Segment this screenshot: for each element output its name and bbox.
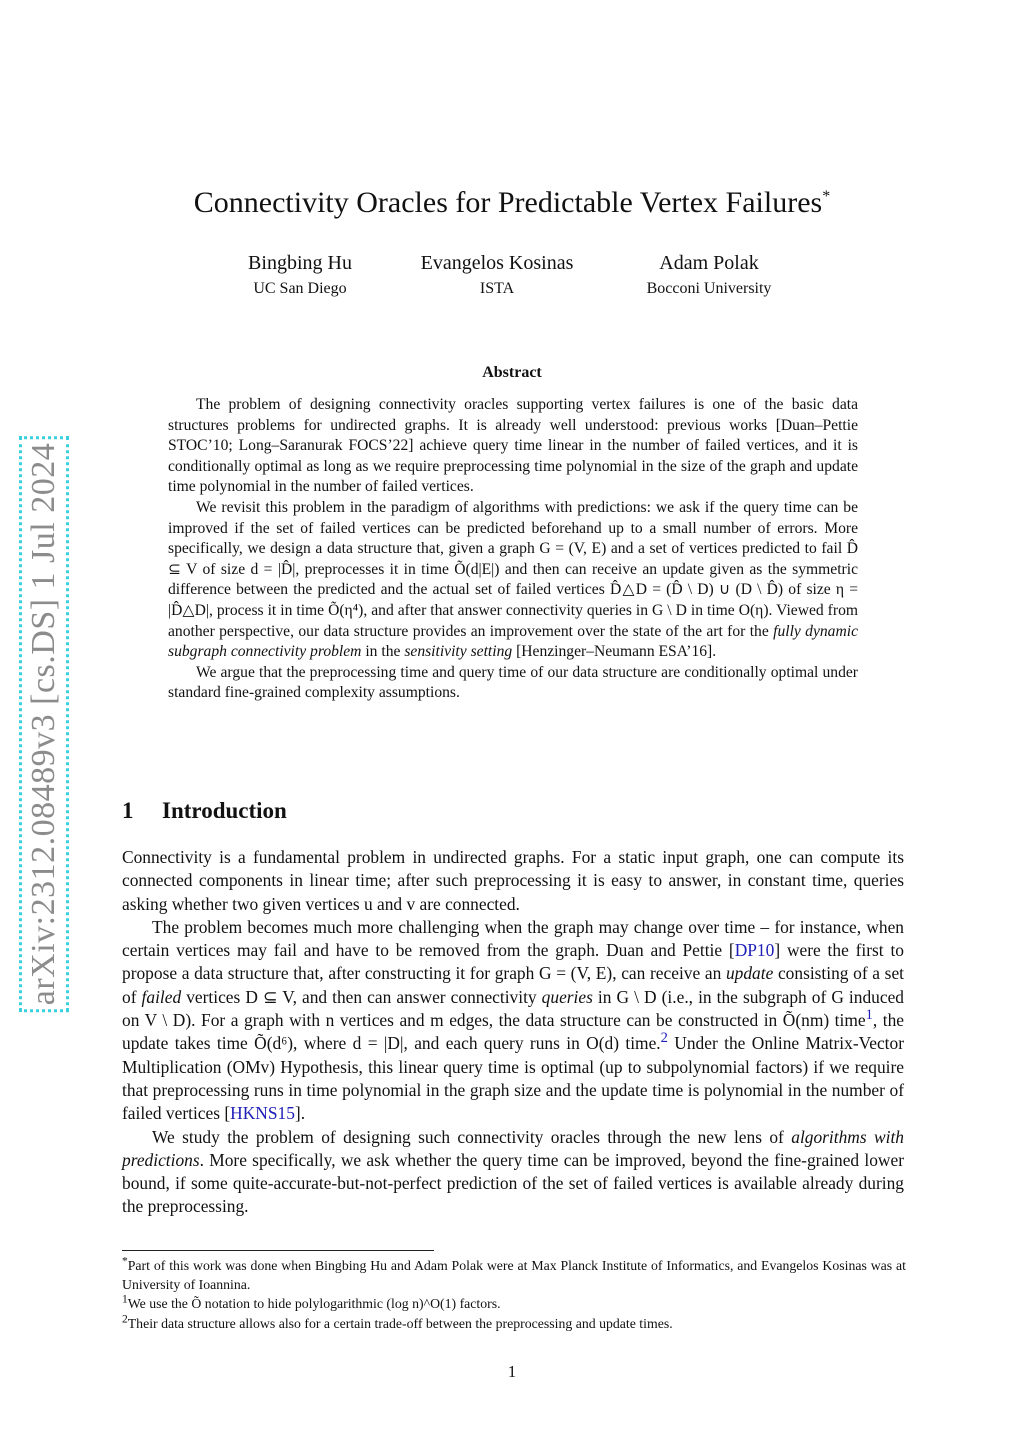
footnote-text: We use the Õ notation to hide polylogarithmic (log n)^O(1) factors.	[127, 1296, 501, 1312]
footnote-2	[122, 1314, 906, 1333]
author-3	[589, 250, 829, 300]
author-2	[377, 250, 617, 300]
intro-paragraph-2	[122, 916, 904, 1126]
footnote-divider	[122, 1250, 434, 1251]
footnote-star	[122, 1256, 906, 1294]
paper-title	[0, 186, 1024, 220]
intro-emphasis: queries	[541, 986, 593, 1007]
footnote-mark: 1	[122, 1293, 128, 1306]
footnotes	[122, 1256, 906, 1333]
author-name: Bingbing Hu	[248, 252, 352, 274]
footnote-link-1[interactable]: 1	[865, 1007, 873, 1024]
section-number: 1	[122, 798, 134, 823]
intro-text: vertices D ⊆ V, and then can answer connectivity	[181, 986, 542, 1007]
footnote-text: Part of this work was done when Bingbing Hu and Adam Polak were at Max Planck Institute of Informatics, and Evangelos Kosinas was at University of Ioannina.	[122, 1258, 906, 1293]
section-title: Introduction	[162, 798, 287, 823]
footnote-mark: *	[122, 1255, 128, 1268]
intro-text: We study the problem of designing such connectivity oracles through the new lens of	[152, 1126, 792, 1147]
abstract-emphasis: fully dynamic subgraph connectivity problem	[168, 622, 858, 661]
abstract-text: [Henzinger–Neumann ESA’16].	[512, 643, 717, 661]
author-affiliation: ISTA	[479, 280, 515, 297]
page-number: 1	[507, 1362, 517, 1381]
section-heading-introduction	[122, 798, 287, 824]
intro-text: The problem becomes much more challenging when the graph may change over time – for instance, when certain vertices may fail and have to be removed from the graph. Duan and Pettie [	[122, 916, 904, 961]
intro-text: ].	[294, 1103, 306, 1124]
abstract-paragraph-2	[168, 498, 858, 663]
intro-text: . More specifically, we ask whether the query time can be improved, beyond the fine-grained lower bound, if some quite-accurate-but-not-perfect prediction of the set of failed vertices is available already during the preprocessing.	[122, 1149, 904, 1217]
intro-paragraph-1: Connectivity is a fundamental problem in undirected graphs. For a static input graph, one can compute its connected components in linear time; after such preprocessing it is easy to answer, in constant time, queries asking whether two given vertices u and v are connected.	[122, 847, 904, 914]
intro-emphasis: update	[725, 963, 774, 984]
author-affiliation: Bocconi University	[646, 280, 772, 297]
intro-text: , the update takes time Õ(d⁶), where d = |D|, and each query runs in O(d) time.	[122, 1010, 904, 1054]
intro-text: ] were the first to propose a data structure that, after constructing it for graph G = (V, E), can receive an	[122, 940, 904, 984]
abstract-heading: Abstract	[482, 364, 542, 381]
intro-emphasis: failed	[141, 986, 182, 1007]
intro-paragraph-3	[122, 1126, 904, 1219]
arxiv-identifier-stamp: arXiv:2312.08489v3 [cs.DS] 1 Jul 2024	[19, 436, 69, 1012]
paper-title-text: Connectivity Oracles for Predictable Vertex Failures	[193, 186, 823, 219]
introduction-body	[122, 846, 904, 1219]
abstract-text: in the	[361, 643, 405, 661]
footnote-mark: 2	[122, 1313, 128, 1326]
footnote-1	[122, 1294, 906, 1313]
abstract-emphasis: sensitivity setting	[404, 643, 513, 661]
abstract-paragraph-3: We argue that the preprocessing time and query time of our data structure are conditionally optimal under standard fine-grained complexity assumptions.	[168, 663, 858, 702]
footnote-link-2[interactable]: 2	[660, 1030, 668, 1047]
abstract-body	[168, 395, 858, 704]
citation-link-dp10[interactable]: DP10	[734, 940, 775, 961]
intro-text: Under the Online Matrix-Vector Multiplication (OMv) Hypothesis, this linear query time is optimal (up to subpolynomial factors) if we require that preprocessing runs in time polynomial in the graph size and the update time is polynomial in the number of failed vertices [	[122, 1033, 904, 1124]
title-footnote-mark: *	[822, 188, 831, 205]
intro-text: in G \ D (i.e., in the subgraph of G induced on V \ D). For a graph with n vertices and m edges, the data structure can be constructed in Õ(nm) time	[122, 986, 904, 1031]
intro-emphasis: algorithms with predictions	[122, 1126, 904, 1170]
footnote-text: Their data structure allows also for a certain trade-off between the preprocessing and update times.	[127, 1315, 673, 1331]
citation-link-hkns15[interactable]: HKNS15	[230, 1103, 295, 1124]
intro-text: consisting of a set of	[122, 963, 904, 1007]
author-name: Adam Polak	[659, 252, 759, 274]
author-name: Evangelos Kosinas	[420, 252, 574, 274]
author-affiliation: UC San Diego	[253, 280, 347, 297]
abstract-text: We revisit this problem in the paradigm of algorithms with predictions: we ask if the query time can be improved if the set of failed vertices can be predicted beforehand up to a small number of errors. More specifically, we design a data structure that, given a graph G = (V, E) and a set of vertices predicted to fail D̂ ⊆ V of size d = |D̂|, preprocesses it in time Õ(d|E|) and then can receive an update given as the symmetric difference between the predicted and the actual set of failed vertices D̂△D = (D̂ \ D) ∪ (D \ D̂) of size η = |D̂△D|, process it in time Õ(η⁴), and after that answer connectivity queries in G \ D in time O(η). Viewed from another perspective, our data structure provides an improvement over the state of the art for the	[168, 498, 858, 640]
abstract-paragraph-1: The problem of designing connectivity oracles supporting vertex failures is one of the basic data structures problems for undirected graphs. It is already well understood: previous works [Duan–Pettie STOC’10; Long–Saranurak FOCS’22] achieve query time linear in the number of failed vertices, and it is conditionally optimal as long as we require preprocessing time polynomial in the size of the graph and update time polynomial in the number of failed vertices.	[168, 396, 858, 496]
